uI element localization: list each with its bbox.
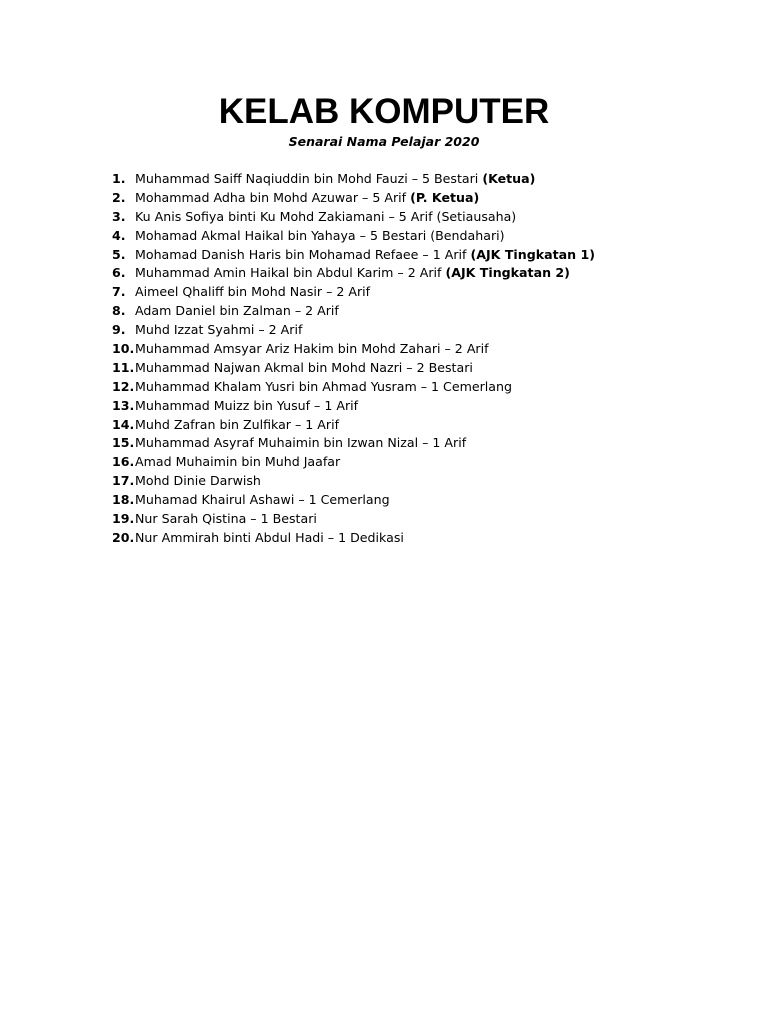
- student-entry-text: Muhammad Khalam Yusri bin Ahmad Yusram – 1 Cemerlang: [135, 378, 512, 394]
- item-number: 8.: [112, 303, 126, 319]
- student-list-item: [112, 227, 595, 246]
- student-list-item: [112, 189, 595, 208]
- item-number: 3.: [112, 208, 126, 224]
- student-list-item: [112, 302, 595, 321]
- student-entry-text: Adam Daniel bin Zalman – 2 Arif: [135, 303, 339, 319]
- student-entry-text: Nur Ammirah binti Abdul Hadi – 1 Dedikasi: [135, 529, 404, 545]
- student-entry-text: Muhd Izzat Syahmi – 2 Arif: [135, 322, 303, 338]
- student-list-item: [112, 472, 595, 491]
- student-list-item: [112, 416, 595, 435]
- student-list-item: [112, 208, 595, 227]
- student-list-item: [112, 340, 595, 359]
- student-entry-text: Muhammad Muizz bin Yusuf – 1 Arif: [135, 397, 359, 413]
- item-number: 14.: [112, 416, 135, 432]
- student-list-item: [112, 491, 595, 510]
- student-list-item: [112, 321, 595, 340]
- student-list-item: [112, 264, 595, 283]
- item-number: 18.: [112, 492, 135, 508]
- item-number: 2.: [112, 189, 126, 205]
- item-number: 11.: [112, 359, 135, 375]
- item-number: 9.: [112, 322, 126, 338]
- student-list-item: [112, 510, 595, 529]
- student-list-item: [112, 359, 595, 378]
- student-list-item: [112, 453, 595, 472]
- student-list-item: [112, 434, 595, 453]
- item-number: 15.: [112, 435, 135, 451]
- student-entry-text: Aimeel Qhaliff bin Mohd Nasir – 2 Arif: [135, 284, 371, 300]
- item-number: 7.: [112, 284, 126, 300]
- student-list-item: [112, 170, 595, 189]
- item-number: 1.: [112, 171, 126, 186]
- student-entry-text: Mohamad Akmal Haikal bin Yahaya – 5 Bestari (Bendahari): [135, 227, 505, 243]
- student-list-item: [112, 378, 595, 397]
- student-entry-text: Mohamad Danish Haris bin Mohamad Refaee – 1 Arif: [135, 246, 471, 262]
- student-entry-text: Muhammad Asyraf Muhaimin bin Izwan Nizal – 1 Arif: [135, 435, 467, 451]
- item-number: 5.: [112, 246, 126, 262]
- item-number: 6.: [112, 265, 126, 281]
- student-entry-text: Muhammad Saiff Naqiuddin bin Mohd Fauzi – 5 Bestari: [135, 171, 483, 186]
- item-number: 16.: [112, 454, 135, 470]
- student-role-note: (Ketua): [482, 171, 536, 186]
- item-number: 12.: [112, 378, 135, 394]
- student-list-item: [112, 397, 595, 416]
- item-number: 17.: [112, 473, 135, 489]
- student-entry-text: Muhammad Amin Haikal bin Abdul Karim – 2 Arif: [135, 265, 446, 281]
- item-number: 4.: [112, 227, 126, 243]
- student-entry-text: Mohammad Adha bin Mohd Azuwar – 5 Arif: [135, 189, 411, 205]
- student-entry-text: Muhd Zafran bin Zulfikar – 1 Arif: [135, 416, 340, 432]
- item-number: 13.: [112, 397, 135, 413]
- student-list-item: [112, 246, 595, 265]
- item-number: 19.: [112, 511, 135, 527]
- student-role-note: (AJK Tingkatan 2): [445, 265, 570, 281]
- student-list-item: [112, 283, 595, 302]
- item-number: 20.: [112, 529, 135, 545]
- student-role-note: (P. Ketua): [410, 189, 480, 205]
- page-title: KELAB KOMPUTER: [218, 92, 550, 131]
- student-entry-text: Muhamad Khairul Ashawi – 1 Cemerlang: [135, 492, 390, 508]
- student-role-note: (AJK Tingkatan 1): [470, 246, 595, 262]
- student-list-item: [112, 529, 595, 548]
- student-entry-text: Nur Sarah Qistina – 1 Bestari: [135, 511, 317, 527]
- student-entry-text: Muhammad Amsyar Ariz Hakim bin Mohd Zahari – 2 Arif: [135, 341, 489, 357]
- item-number: 10.: [112, 341, 135, 357]
- student-entry-text: Amad Muhaimin bin Muhd Jaafar: [135, 454, 341, 470]
- student-entry-text: Mohd Dinie Darwish: [135, 473, 261, 489]
- student-entry-text: Muhammad Najwan Akmal bin Mohd Nazri – 2 Bestari: [135, 359, 473, 375]
- student-entry-text: Ku Anis Sofiya binti Ku Mohd Zakiamani – 5 Arif (Setiausaha): [135, 208, 517, 224]
- student-list: [112, 170, 595, 548]
- page-subtitle: Senarai Nama Pelajar 2020: [288, 134, 480, 149]
